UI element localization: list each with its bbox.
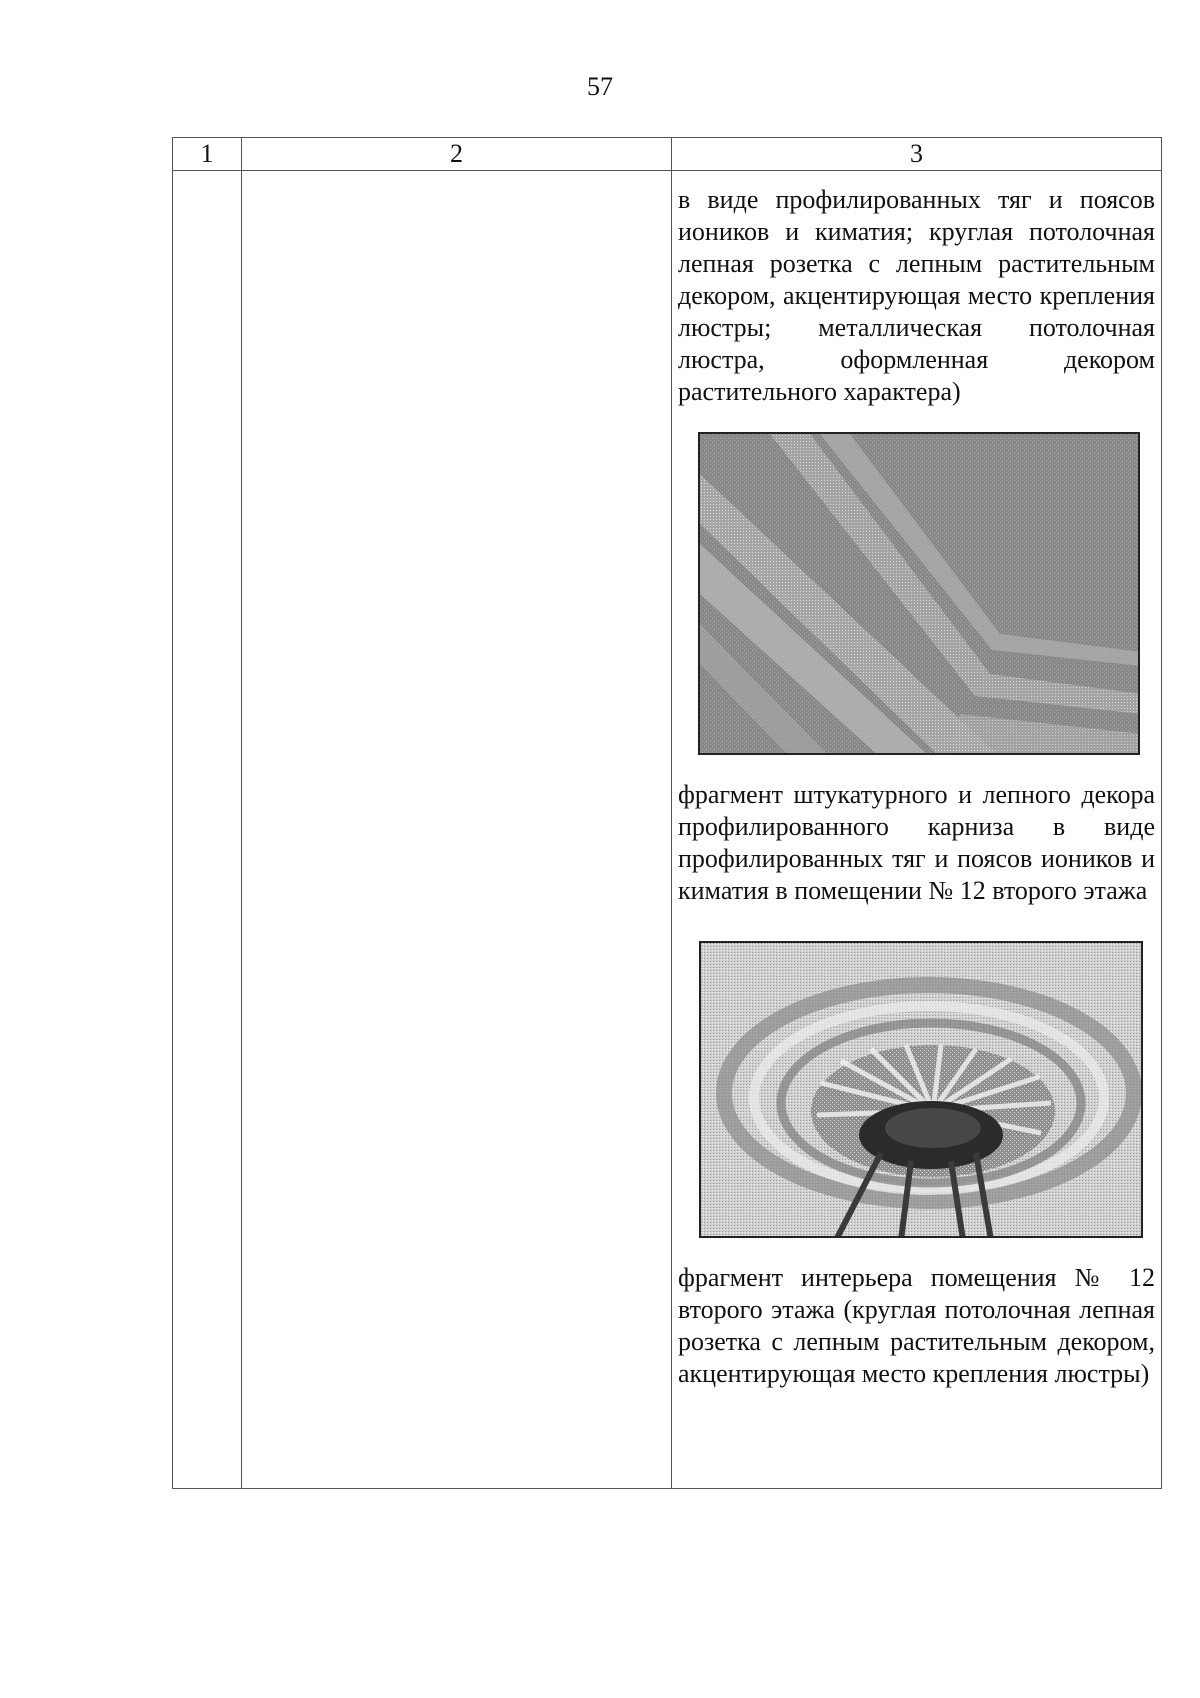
body-cell-2: [242, 171, 672, 1489]
table-body-row: [173, 171, 1162, 1489]
body-cell-3: [672, 171, 1162, 1489]
body-cell-1: [173, 171, 242, 1489]
document-table: [172, 137, 1162, 1489]
header-cell-2: 2: [242, 138, 672, 171]
header-cell-1: 1: [173, 138, 242, 171]
description-text: в виде профилированных тяг и поясов иоников и киматия; круглая потолочная лепная розетка с лепным растительным декором, акцентирующая место крепления люстры; металлическая потолочная люстра, оформленная декором растительного характера): [678, 185, 1155, 406]
page-number: 57: [587, 72, 613, 101]
header-cell-3: 3: [672, 138, 1162, 171]
ceiling-rosette-photo: [699, 941, 1143, 1238]
ceiling-rosette-caption: фрагмент интерьера помещения № 12 второго этажа (круглая потолочная лепная розетка с лепным растительным декором, акцентирующая место крепления люстры): [678, 1263, 1155, 1388]
table-header-row: [173, 138, 1162, 171]
cornice-photo-caption: фрагмент штукатурного и лепного декора профилированного карниза в виде профилированных тяг и поясов иоников и киматия в помещении № 12 второго этажа: [678, 780, 1155, 905]
cornice-photo: [698, 432, 1140, 755]
